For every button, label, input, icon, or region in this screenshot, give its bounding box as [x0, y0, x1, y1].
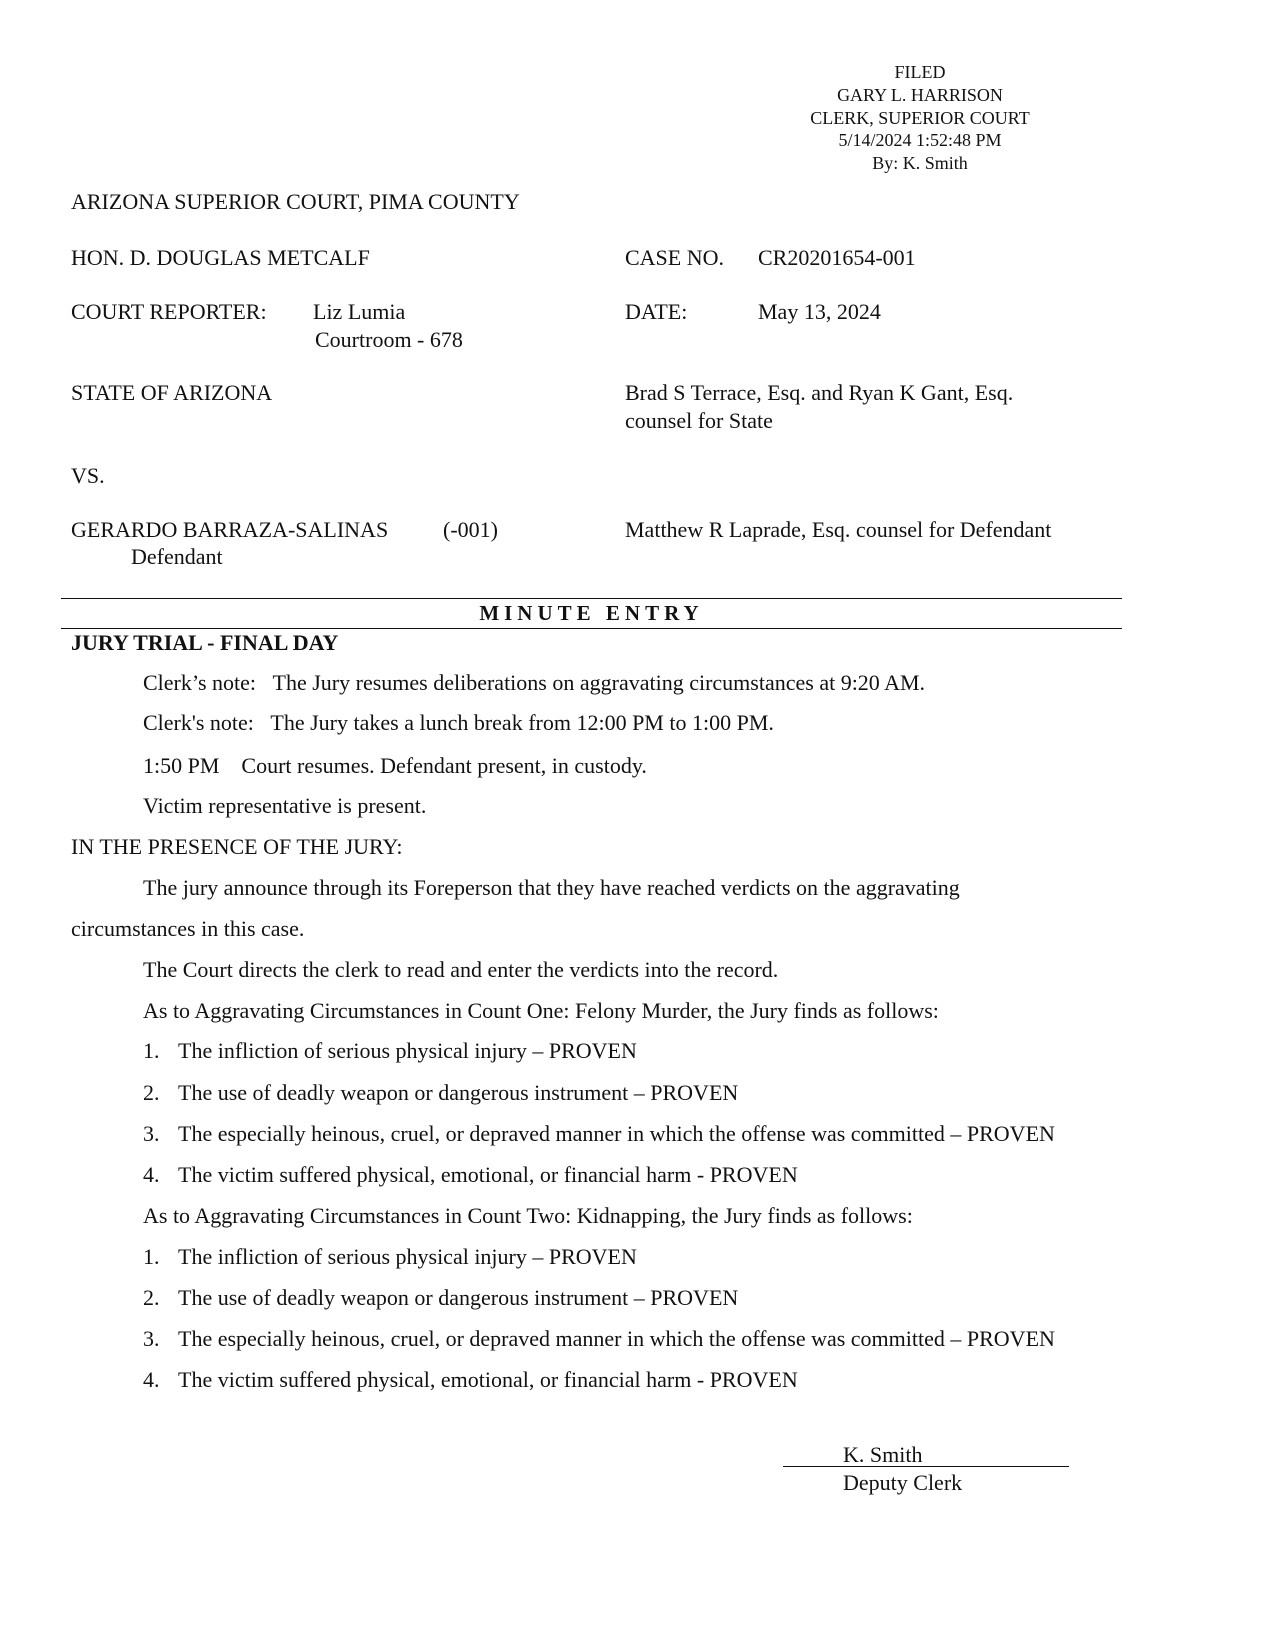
presence-heading: IN THE PRESENCE OF THE JURY: [71, 834, 403, 859]
verdict-para-2: The Court directs the clerk to read and enter the verdicts into the record. [143, 957, 779, 982]
court-resumes [143, 754, 647, 778]
versus: VS. [71, 463, 105, 488]
verdict-para-1: The jury announce through its Foreperson that they have reached verdicts on the aggravating [143, 875, 960, 900]
item-number: 4. [143, 1367, 160, 1392]
item-text: The use of deadly weapon or dangerous instrument – PROVEN [178, 1285, 739, 1310]
signature-line [783, 1466, 1069, 1467]
defendant-number: (-001) [443, 517, 498, 542]
defendant-name: GERARDO BARRAZA-SALINAS [71, 517, 389, 542]
note-text: The Jury takes a lunch break from 12:00 PM to 1:00 PM. [270, 710, 774, 735]
state-counsel: Brad S Terrace, Esq. and Ryan K Gant, Esq. [625, 380, 1014, 405]
signature-title: Deputy Clerk [843, 1470, 963, 1495]
time: 1:50 PM [143, 753, 220, 778]
note-text: Court resumes. Defendant present, in custody. [241, 753, 647, 778]
clerk-title: CLERK, SUPERIOR COURT [810, 108, 1030, 128]
list-item [143, 1245, 637, 1269]
case-no-label: CASE NO. [625, 245, 725, 270]
clerk-note-2 [143, 711, 774, 735]
list-item [143, 1122, 1055, 1146]
item-number: 1. [143, 1038, 160, 1063]
date-label: DATE: [625, 299, 688, 324]
defense-counsel: Matthew R Laprade, Esq. counsel for Defendant [625, 517, 1052, 542]
divider-top [61, 598, 1122, 599]
count-one-heading: As to Aggravating Circumstances in Count One: Felony Murder, the Jury finds as follows: [143, 998, 939, 1023]
filed-timestamp: 5/14/2024 1:52:48 PM [838, 130, 1002, 150]
list-item [143, 1163, 798, 1187]
minute-entry-title: MINUTE ENTRY [479, 601, 704, 625]
item-number: 2. [143, 1285, 160, 1310]
list-item [143, 1368, 798, 1392]
list-item [143, 1081, 738, 1105]
item-text: The victim suffered physical, emotional, or financial harm - PROVEN [178, 1367, 798, 1392]
item-text: The especially heinous, cruel, or depraved manner in which the offense was committed – PROVEN [178, 1121, 1055, 1146]
defendant-label: Defendant [131, 544, 223, 569]
note-label: Clerk's note: [143, 710, 254, 735]
plaintiff: STATE OF ARIZONA [71, 380, 273, 405]
clerk-name: GARY L. HARRISON [837, 85, 1003, 105]
signature-name: K. Smith [843, 1442, 923, 1467]
item-text: The infliction of serious physical injury – PROVEN [178, 1244, 637, 1269]
item-number: 4. [143, 1162, 160, 1187]
note-label: Clerk’s note: [143, 670, 257, 695]
case-no: CR20201654-001 [758, 245, 916, 270]
item-text: The especially heinous, cruel, or depraved manner in which the offense was committed – PROVEN [178, 1326, 1055, 1351]
list-item [143, 1327, 1055, 1351]
date: May 13, 2024 [758, 299, 881, 324]
list-item [143, 1039, 637, 1063]
court-name: ARIZONA SUPERIOR COURT, PIMA COUNTY [71, 189, 520, 214]
clerk-note-1 [143, 671, 925, 695]
item-text: The infliction of serious physical injury – PROVEN [178, 1038, 637, 1063]
reporter: Liz Lumia [313, 299, 406, 324]
item-text: The use of deadly weapon or dangerous instrument – PROVEN [178, 1080, 739, 1105]
item-number: 3. [143, 1121, 160, 1146]
verdict-para-1-cont: circumstances in this case. [71, 916, 305, 941]
item-number: 1. [143, 1244, 160, 1269]
filed-label: FILED [894, 62, 946, 82]
victim-note: Victim representative is present. [143, 793, 427, 818]
section-heading: JURY TRIAL - FINAL DAY [71, 630, 339, 655]
courtroom: Courtroom - 678 [315, 327, 463, 352]
state-counsel-role: counsel for State [625, 408, 773, 433]
note-text: The Jury resumes deliberations on aggravating circumstances at 9:20 AM. [272, 670, 926, 695]
item-text: The victim suffered physical, emotional, or financial harm - PROVEN [178, 1162, 798, 1187]
item-number: 3. [143, 1326, 160, 1351]
reporter-label: COURT REPORTER: [71, 299, 267, 324]
count-two-heading: As to Aggravating Circumstances in Count Two: Kidnapping, the Jury finds as follows: [143, 1203, 913, 1228]
divider-bottom [61, 628, 1122, 629]
list-item [143, 1286, 738, 1310]
judge: HON. D. DOUGLAS METCALF [71, 245, 370, 270]
filed-by: By: K. Smith [872, 153, 968, 173]
item-number: 2. [143, 1080, 160, 1105]
